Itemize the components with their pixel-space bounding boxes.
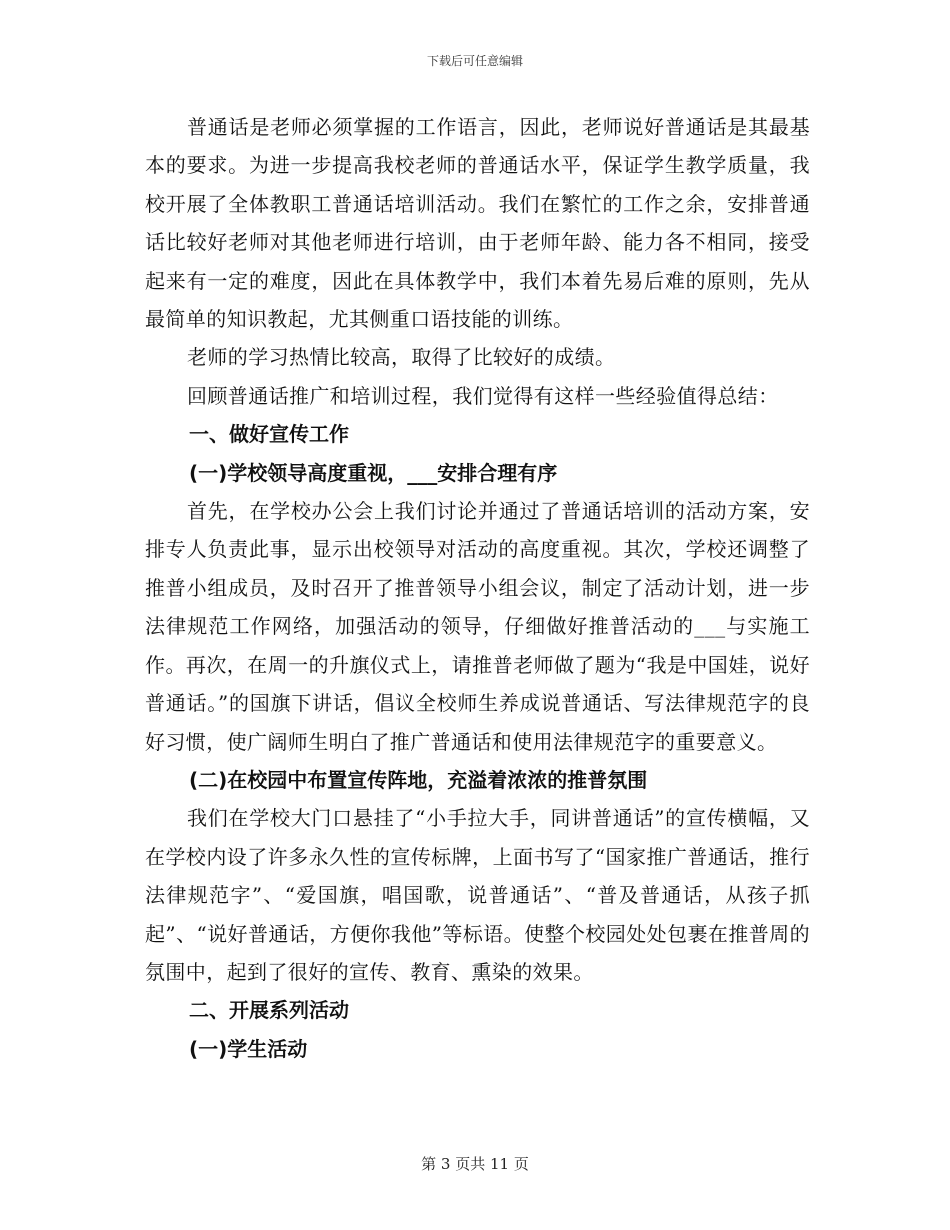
section-heading-publicity: 一、做好宣传工作: [189, 422, 349, 447]
paragraph-intro: 普通话是老师必须掌握的工作语言，因此，老师说好普通话是其最基本的要求。为进一步提高我校老师的普通话水平，保证学生教学质量，我校开展了全体教职工普通话培训活动。我们在繁忙的工作之余，安排普通话比较好老师对其他老师进行培训，由于老师年龄、能力各不相同，接受起来有一定的难度，因此在具体教学中，我们本着先易后难的原则，先从最简单的知识教起，尤其侧重口语技能的训练。: [145, 115, 810, 332]
subsection-heading-campus: (二)在校园中布置宣传阵地，充溢着浓浓的推普氛围: [189, 767, 648, 792]
subsection-heading-student-activities: (一)学生活动: [189, 1036, 308, 1061]
subsection-heading-leadership: (一)学校领导高度重视，___安排合理有序: [189, 460, 558, 485]
paragraph-campus: 我们在学校大门口悬挂了“小手拉大手，同讲普通话”的宣传横幅，又在学校内设了许多永久性的宣传标牌，上面书写了“国家推广普通话，推行法律规范字”、“爱国旗，唱国歌，说普通话”、“普及普通话，从孩子抓起”、“说好普通话，方便你我他”等标语。使整个校园处处包裹在推普周的氛围中，起到了很好的宣传、教育、熏染的效果。: [145, 806, 810, 984]
paragraph-leadership: 首先，在学校办公会上我们讨论并通过了普通话培训的活动方案，安排专人负责此事，显示出校领导对活动的高度重视。其次，学校还调整了推普小组成员，及时召开了推普领导小组会议，制定了活动计划，进一步法律规范工作网络，加强活动的领导，仔细做好推普活动的___与实施工作。再次，在周一的升旗仪式上，请推普老师做了题为“我是中国娃，说好普通话。”的国旗下讲话，倡议全校师生养成说普通话、写法律规范字的良好习惯，使广阔师生明白了推广普通话和使用法律规范字的重要意义。: [145, 499, 810, 754]
document-body: [145, 108, 810, 1068]
paragraph-results: 老师的学习热情比较高，取得了比较好的成绩。: [187, 345, 616, 370]
section-heading-activities: 二、开展系列活动: [189, 998, 349, 1023]
paragraph-review: 回顾普通话推广和培训过程，我们觉得有这样一些经验值得总结：: [187, 383, 779, 408]
page-header: 下载后可任意编辑: [426, 54, 523, 68]
page-footer: 第 3 页共 11 页: [421, 1155, 529, 1173]
